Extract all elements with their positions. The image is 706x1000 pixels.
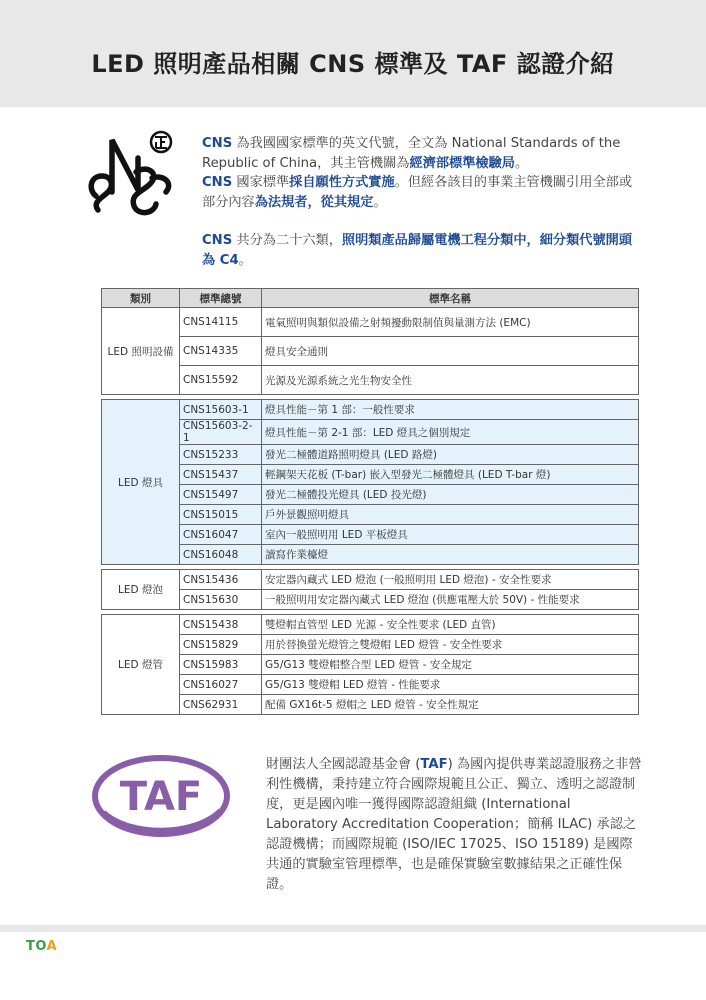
table-row — [102, 695, 639, 715]
standard-number-cell: CNS15592 — [180, 366, 262, 395]
table-body — [102, 308, 639, 715]
footer-bar — [0, 925, 706, 932]
standard-name-cell: G5/G13 雙燈帽整合型 LED 燈管 - 安全規定 — [262, 655, 639, 675]
body-text: 國家標準 — [232, 175, 290, 190]
highlight-text: 照明類產品歸屬電機工程分類中，細分類代號開頭為 C4 — [202, 233, 633, 268]
body-text: 。 — [238, 252, 252, 268]
header-category: 類別 — [102, 289, 180, 308]
table-row — [102, 655, 639, 675]
toa-brand-text: TOA — [26, 939, 58, 954]
body-text: 財團法人全國認證基金會 ( — [266, 757, 421, 772]
table-row — [102, 400, 639, 420]
standard-number-cell: CNS15829 — [180, 635, 262, 655]
standard-name-cell: 發光二極體投光燈具 (LED 投光燈) — [262, 485, 639, 505]
highlight-text: 經濟部標準檢驗局 — [409, 155, 515, 171]
cns-standards-table — [101, 288, 639, 715]
table-row — [102, 635, 639, 655]
standard-name-cell: 雙燈帽直管型 LED 光源 - 安全性要求 (LED 直管) — [262, 615, 639, 635]
standard-number-cell: CNS15497 — [180, 485, 262, 505]
standard-number-cell: CNS15015 — [180, 505, 262, 525]
standard-number-cell: CNS16047 — [180, 525, 262, 545]
standard-number-cell: CNS15603-1 — [180, 400, 262, 420]
standard-name-cell: 室內一般照明用 LED 平板燈具 — [262, 525, 639, 545]
standard-name-cell: 一般照明用安定器內藏式 LED 燈泡 (供應電壓大於 50V) - 性能要求 — [262, 590, 639, 610]
table-row — [102, 445, 639, 465]
standard-name-cell: 燈具性能－第 1 部：一般性要求 — [262, 400, 639, 420]
table-row — [102, 420, 639, 445]
table-header-row — [102, 289, 639, 308]
standard-number-cell: CNS16027 — [180, 675, 262, 695]
cns-intro-paragraph-1 — [202, 134, 642, 173]
standard-name-cell: 配備 GX16t-5 燈帽之 LED 燈管 - 安全性規定 — [262, 695, 639, 715]
standard-number-cell: CNS15983 — [180, 655, 262, 675]
page-title: LED 照明產品相關 CNS 標準及 TAF 認證介紹 — [91, 50, 615, 78]
table-row — [102, 590, 639, 610]
body-text: 。 — [514, 155, 529, 171]
highlight-text: TAF — [420, 757, 448, 772]
table-row — [102, 505, 639, 525]
standard-name-cell: 讀寫作業檯燈 — [262, 545, 639, 565]
body-text: 。但經各該目的事業主管機關引用全部或部分內容 — [202, 175, 633, 210]
body-text: 共分為二十六類， — [232, 233, 342, 248]
category-cell: LED 照明設備 — [102, 308, 180, 395]
table-row — [102, 525, 639, 545]
standard-number-cell: CNS15436 — [180, 570, 262, 590]
table-row — [102, 337, 639, 366]
standard-number-cell: CNS62931 — [180, 695, 262, 715]
standard-number-cell: CNS14115 — [180, 308, 262, 337]
table-row — [102, 675, 639, 695]
standard-name-cell: 燈具安全通則 — [262, 337, 639, 366]
table-row — [102, 485, 639, 505]
body-text: ) 為國內提供專業認證服務之非營利性機構，秉持建立符合國際規範且公正、獨立、透明之認證制度，更是國內唯一獲得國際認證組織 (International Laboratory Accreditation Cooperation；簡稱 ILAC) 承認之認證機構；而國際規範 (ISO/IEC 17025、ISO 15189) 是國際共通的實驗室管理標準，也是確保實驗室數據結果之正確性保證。 — [266, 757, 642, 892]
standard-name-cell: 發光二極體道路照明燈具 (LED 路燈) — [262, 445, 639, 465]
table-row — [102, 615, 639, 635]
page-header — [0, 0, 706, 107]
body-text: 為我國國家標準的英文代號，全文為 National Standards of the Republic of China，其主管機關為 — [202, 136, 621, 171]
cns-intro — [202, 134, 642, 270]
category-cell: LED 燈具 — [102, 400, 180, 565]
table-row — [102, 545, 639, 565]
table-row — [102, 366, 639, 395]
cns-intro-paragraph-2 — [202, 173, 642, 212]
standard-name-cell: 電氣照明與類似設備之射頻擾動限制值與量測方法 (EMC) — [262, 308, 639, 337]
category-cell: LED 燈管 — [102, 615, 180, 715]
header-standard-number: 標準總號 — [180, 289, 262, 308]
standard-name-cell: 燈具性能－第 2-1 部：LED 燈具之個別規定 — [262, 420, 639, 445]
header-standard-name: 標準名稱 — [262, 289, 639, 308]
taf-logo-text: TAF — [119, 774, 203, 820]
body-text: 。 — [373, 194, 387, 210]
toa-brand-logo — [26, 939, 57, 954]
standard-number-cell: CNS14335 — [180, 337, 262, 366]
standard-number-cell: CNS15233 — [180, 445, 262, 465]
cns-intro-paragraph-3 — [202, 231, 642, 270]
category-cell: LED 燈泡 — [102, 570, 180, 610]
highlight-text: CNS — [202, 175, 233, 190]
standard-number-cell: CNS15603-2-1 — [180, 420, 262, 445]
standard-name-cell: G5/G13 雙燈帽 LED 燈管 - 性能要求 — [262, 675, 639, 695]
table-row — [102, 570, 639, 590]
table-row — [102, 308, 639, 337]
highlight-text: CNS — [202, 233, 233, 248]
highlight-text: 為法規者，從其規定 — [254, 194, 374, 210]
standard-name-cell: 用於替換螢光燈管之雙燈帽 LED 燈管 - 安全性要求 — [262, 635, 639, 655]
standard-number-cell: CNS15438 — [180, 615, 262, 635]
standard-name-cell: 輕鋼架天花板 (T-bar) 嵌入型發光二極體燈具 (LED T-bar 燈) — [262, 465, 639, 485]
standard-number-cell: CNS16048 — [180, 545, 262, 565]
taf-logo-icon — [90, 752, 232, 840]
standard-name-cell: 戶外景觀照明燈具 — [262, 505, 639, 525]
standard-number-cell: CNS15630 — [180, 590, 262, 610]
cns-logo-icon — [86, 128, 182, 220]
highlight-text: CNS — [202, 136, 233, 151]
standard-number-cell: CNS15437 — [180, 465, 262, 485]
highlight-text: 採自願性方式實施 — [289, 175, 395, 190]
table-row — [102, 465, 639, 485]
standard-name-cell: 安定器內藏式 LED 燈泡 (一般照明用 LED 燈泡) - 安全性要求 — [262, 570, 639, 590]
taf-description — [266, 755, 642, 895]
standard-name-cell: 光源及光源系統之光生物安全性 — [262, 366, 639, 395]
